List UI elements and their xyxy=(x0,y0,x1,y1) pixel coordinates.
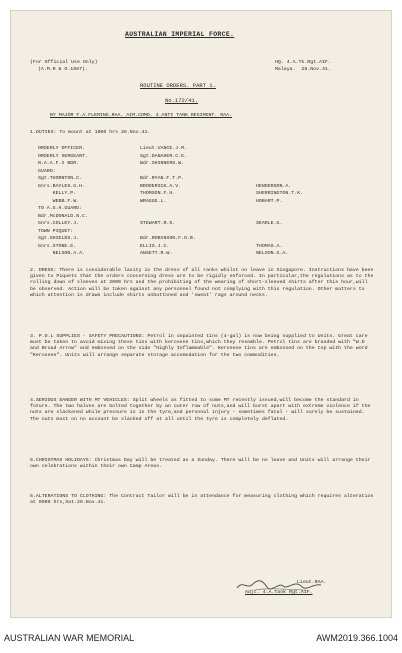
footer-bar xyxy=(0,621,402,653)
footer-institution: AUSTRALIAN WAR MEMORIAL xyxy=(4,633,135,643)
classification-line-2: (A.M.R & O.1587). xyxy=(38,67,88,72)
document-page xyxy=(10,10,392,618)
duties-heading: 1.DUTIES: To mount at 1800 hrs 28.Nov.41. xyxy=(30,130,151,135)
duty-cell: ORDERLY SERGEANT. xyxy=(38,153,88,159)
duty-cell: HOBART.P. xyxy=(256,198,283,204)
duty-cell: TO A.G.H.GUARD: xyxy=(38,206,83,211)
classification-line-1: (For Official Use Only) xyxy=(30,60,98,65)
order-paragraph: 3. P.O.L SUPPLIES - SAFETY PRECAUTIONS: Petrol in unpainted tins (4-gal) is now being supplied to Units. Great care must be taken to avoid mixing these tins with kerosene tins,which they resemble. Petrol tins are branded with "W.D and Broad Arrow" and embossed on the side "Highly Inflammable". Kerosene tins are embossed on the top with the word "Kerosene". Units will arrange separate storage accomodation for the two commodities. xyxy=(30,334,368,358)
duty-cell: SHERRINGTON.T.K. xyxy=(256,191,303,196)
document-title: AUSTRALIAN IMPERIAL FORCE. xyxy=(125,31,235,38)
signature-rank: Lieut.RAA. xyxy=(297,580,327,585)
order-paragraph: 2. DRESS: There is considerable laxity in the dress of all ranks whilst on leave in Singapore. Instructions have been given to Piquets that the orders concerning dress are to be rigidly enforced. In particular,the regulations as to the rolling down of sleeves at 2000 hrs and the prohibiting of the wearing of short-sleeved shirts after this hour,will be observed. Action will be taken against any personnel found not complying with this regulation. Other matters to which attention is drawn include shirts unbuttoned and 'sweat' rags around necks. xyxy=(30,268,374,298)
duty-cell: HENDERSON.A. xyxy=(256,183,292,189)
duty-cell: THOMSON.F.H. xyxy=(140,191,176,196)
duty-cell: GUARD: xyxy=(38,168,56,174)
duty-cell: ORDERLY OFFICER. xyxy=(38,146,85,151)
duty-cell: TOWN PIQUET: xyxy=(38,228,74,234)
duty-cell: WEBB.F.W. xyxy=(38,198,80,204)
hq-line-2: Malaya. 28.Nov.41. xyxy=(275,67,331,72)
order-number: No.172/41. xyxy=(165,97,199,104)
duty-cell: STEWART.R.S. xyxy=(140,221,176,226)
duty-cell: Bdr.RYAN.F.T.P. xyxy=(140,176,185,181)
duty-cell: NELSON.G.A. xyxy=(256,251,289,256)
issued-by-line: BY MAJOR F.A.FLEMING.RAA. AIM.COMD. 4.ANTI TANK REGIMENT. RAA. xyxy=(50,113,232,118)
duty-cell: SEARLE.G. xyxy=(256,221,283,226)
duty-cell: Bdr.ROBINSON.F.O.B. xyxy=(140,236,196,241)
duty-cell: Bdr.SHINNERS.W. xyxy=(140,161,185,166)
order-paragraph: 6.ALTERATIONS TO CLOTHING: The Contract Tailor will be in attendance for measuring clothing which requires alteration at 0900 hrs,Sat.29.Nov.41. xyxy=(30,494,374,506)
duty-cell: ANSETT.R.W. xyxy=(140,251,173,256)
duty-cell: N.A.A.F.I BDR. xyxy=(38,161,80,166)
duty-cell: Sgt.DANAHER.C.E. xyxy=(140,153,187,159)
order-paragraph: 5.CHRISTMAS HOLIDAYS: Christmas Day will be treated as a Sunday. There will be no leave and Units will arrange their own celebrations within their own Camp Areas. xyxy=(30,458,371,470)
footer-accession-number: AWM2019.366.1004 xyxy=(316,633,398,643)
duty-cell: BRODERICK.A.V. xyxy=(140,183,182,189)
duty-cell: Lieut.VANCE.J.M. xyxy=(140,146,187,151)
duty-cell: Sgt.THORNTON.C. xyxy=(38,176,83,181)
duty-cell: Bdr.McDONALD.N.C. xyxy=(38,213,88,219)
duty-cell: Sgt.SHIELDS.J. xyxy=(38,236,80,241)
hq-line-1: HQ. 4.A.Tk.Rgt.AIF. xyxy=(275,60,331,65)
duty-cell: KELLY.P. xyxy=(38,191,77,196)
duty-cell: WRAGGE.L. xyxy=(140,198,167,204)
duty-cell: Gnrs.BAYLES.G.H. xyxy=(38,183,85,189)
duty-cell: NELSON.A.A. xyxy=(38,251,85,256)
routine-orders-heading: ROUTINE ORDERS. PART 1. xyxy=(140,82,216,89)
signature-appointment: Adjt. 4.A.Tank Rgt.AIF. xyxy=(245,590,313,595)
duty-cell: THOMAS.A. xyxy=(256,243,283,249)
duty-cell: ELLIS.J.C. xyxy=(140,243,170,249)
duty-cell: Gnrs.STONE.E. xyxy=(38,243,77,249)
duty-cell: Gnrs.COLLEY.J. xyxy=(38,221,80,226)
order-paragraph: 4.SERIOUS DANGER WITH MT VEHICLES: Split wheels as fitted to some MT recently issued,will become the standard in future. The two halves are bolted together by an outer row of nuts,and will burst apart with extreme violence if the nuts are slackened while pressure is in the tyre,and personal injury - sometimes fatal - will surely be sustained. The nuts must on no account be slacked off at all until the tyre is completely deflated. xyxy=(30,398,371,422)
